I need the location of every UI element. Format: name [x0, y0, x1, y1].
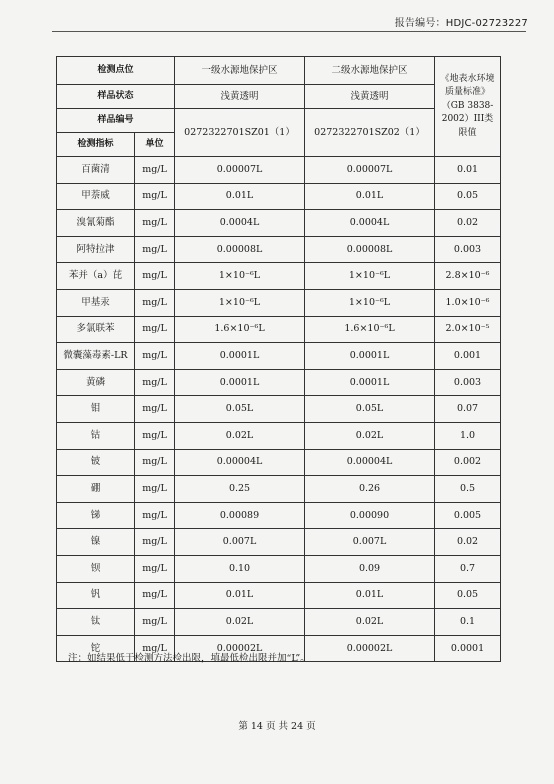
unit-label: 单位	[135, 133, 175, 157]
site1-value-cell: 0.01L	[175, 582, 305, 609]
unit-cell: mg/L	[135, 289, 175, 316]
unit-cell: mg/L	[135, 449, 175, 476]
limit-cell: 0.07	[435, 396, 501, 423]
site2-value-cell: 0.26	[305, 476, 435, 503]
unit-cell: mg/L	[135, 422, 175, 449]
unit-cell: mg/L	[135, 476, 175, 503]
site1-value-cell: 0.02L	[175, 609, 305, 636]
site2-value-cell: 0.05L	[305, 396, 435, 423]
indicator-cell: 锑	[57, 502, 135, 529]
limit-cell: 2.0×10⁻⁵	[435, 316, 501, 343]
limit-cell: 0.005	[435, 502, 501, 529]
header-row-site	[57, 57, 501, 85]
indicator-cell: 苯并（a）芘	[57, 263, 135, 290]
results-table	[56, 56, 501, 662]
unit-cell: mg/L	[135, 635, 175, 662]
id1-cell: 0272322701SZ01（1）	[175, 109, 305, 157]
site2-value-cell: 0.00007L	[305, 157, 435, 184]
state1-cell: 浅黄透明	[175, 85, 305, 109]
site2-value-cell: 0.0001L	[305, 343, 435, 370]
unit-cell: mg/L	[135, 157, 175, 184]
site1-value-cell: 0.10	[175, 555, 305, 582]
limit-cell: 0.02	[435, 529, 501, 556]
indicator-cell: 镍	[57, 529, 135, 556]
limit-cell: 2.8×10⁻⁶	[435, 263, 501, 290]
table-row	[57, 343, 501, 370]
header-row-id	[57, 109, 501, 133]
table-row	[57, 396, 501, 423]
site1-value-cell: 0.00002L	[175, 635, 305, 662]
site1-value-cell: 1×10⁻⁶L	[175, 263, 305, 290]
state2-cell: 浅黄透明	[305, 85, 435, 109]
table-row	[57, 555, 501, 582]
site1-value-cell: 0.0004L	[175, 210, 305, 237]
site1-value-cell: 0.25	[175, 476, 305, 503]
table-row	[57, 422, 501, 449]
standard-header: 《地表水环境质量标准》（GB 3838-2002）III类限值	[435, 57, 501, 157]
indicator-cell: 百菌清	[57, 157, 135, 184]
table-row	[57, 316, 501, 343]
unit-cell: mg/L	[135, 343, 175, 370]
site1-cell: 一级水源地保护区	[175, 57, 305, 85]
unit-cell: mg/L	[135, 369, 175, 396]
report-number: 报告编号：HDJC-02723227	[394, 18, 528, 29]
site1-value-cell: 0.00089	[175, 502, 305, 529]
indicator-cell: 钛	[57, 609, 135, 636]
table-row	[57, 183, 501, 210]
limit-cell: 0.1	[435, 609, 501, 636]
site1-value-cell: 0.00007L	[175, 157, 305, 184]
table-row	[57, 369, 501, 396]
unit-cell: mg/L	[135, 582, 175, 609]
unit-cell: mg/L	[135, 609, 175, 636]
table-row	[57, 289, 501, 316]
id2-cell: 0272322701SZ02（1）	[305, 109, 435, 157]
table-row	[57, 529, 501, 556]
site-label: 检测点位	[57, 57, 175, 85]
table-row	[57, 476, 501, 503]
site2-value-cell: 0.01L	[305, 183, 435, 210]
limit-cell: 0.7	[435, 555, 501, 582]
indicator-cell: 多氯联苯	[57, 316, 135, 343]
table-row	[57, 582, 501, 609]
site1-value-cell: 0.00004L	[175, 449, 305, 476]
unit-cell: mg/L	[135, 316, 175, 343]
site2-value-cell: 0.0004L	[305, 210, 435, 237]
unit-cell: mg/L	[135, 263, 175, 290]
footnote: 注：如结果低于检测方法检出限，填最低检出限并加“L”。	[68, 653, 310, 664]
site2-value-cell: 0.01L	[305, 582, 435, 609]
site2-value-cell: 0.0001L	[305, 369, 435, 396]
site2-value-cell: 1×10⁻⁶L	[305, 289, 435, 316]
site2-value-cell: 0.02L	[305, 422, 435, 449]
site1-value-cell: 1×10⁻⁶L	[175, 289, 305, 316]
unit-cell: mg/L	[135, 210, 175, 237]
indicator-cell: 钡	[57, 555, 135, 582]
site2-value-cell: 0.02L	[305, 609, 435, 636]
page-number: 第 14 页 共 24 页	[238, 721, 316, 732]
table-row	[57, 236, 501, 263]
limit-cell: 0.05	[435, 183, 501, 210]
site2-value-cell: 0.00008L	[305, 236, 435, 263]
site2-value-cell: 0.00090	[305, 502, 435, 529]
site2-value-cell: 0.00004L	[305, 449, 435, 476]
indicator-cell: 甲基汞	[57, 289, 135, 316]
id-label: 样品编号	[57, 109, 175, 133]
site1-value-cell: 0.05L	[175, 396, 305, 423]
table-row	[57, 210, 501, 237]
indicator-label: 检测指标	[57, 133, 135, 157]
indicator-cell: 阿特拉津	[57, 236, 135, 263]
indicator-cell: 硼	[57, 476, 135, 503]
site2-value-cell: 0.00002L	[305, 635, 435, 662]
limit-cell: 0.5	[435, 476, 501, 503]
site1-value-cell: 0.0001L	[175, 369, 305, 396]
limit-cell: 0.003	[435, 369, 501, 396]
indicator-cell: 甲萘威	[57, 183, 135, 210]
indicator-cell: 钒	[57, 582, 135, 609]
unit-cell: mg/L	[135, 236, 175, 263]
limit-cell: 0.0001	[435, 635, 501, 662]
indicator-cell: 钼	[57, 396, 135, 423]
indicator-cell: 溴氰菊酯	[57, 210, 135, 237]
unit-cell: mg/L	[135, 183, 175, 210]
site1-value-cell: 1.6×10⁻⁶L	[175, 316, 305, 343]
limit-cell: 0.01	[435, 157, 501, 184]
indicator-cell: 铊	[57, 635, 135, 662]
limit-cell: 0.002	[435, 449, 501, 476]
indicator-cell: 黄磷	[57, 369, 135, 396]
unit-cell: mg/L	[135, 555, 175, 582]
unit-cell: mg/L	[135, 529, 175, 556]
site1-value-cell: 0.02L	[175, 422, 305, 449]
site2-value-cell: 1×10⁻⁶L	[305, 263, 435, 290]
table-row	[57, 449, 501, 476]
site1-value-cell: 0.01L	[175, 183, 305, 210]
indicator-cell: 铍	[57, 449, 135, 476]
indicator-cell: 微囊藻毒素-LR	[57, 343, 135, 370]
indicator-cell: 钴	[57, 422, 135, 449]
limit-cell: 0.05	[435, 582, 501, 609]
limit-cell: 0.001	[435, 343, 501, 370]
limit-cell: 1.0×10⁻⁶	[435, 289, 501, 316]
limit-cell: 0.02	[435, 210, 501, 237]
table-row	[57, 502, 501, 529]
site2-value-cell: 0.09	[305, 555, 435, 582]
state-label: 样品状态	[57, 85, 175, 109]
site2-value-cell: 1.6×10⁻⁶L	[305, 316, 435, 343]
table-row	[57, 609, 501, 636]
site2-cell: 二级水源地保护区	[305, 57, 435, 85]
site1-value-cell: 0.00008L	[175, 236, 305, 263]
unit-cell: mg/L	[135, 396, 175, 423]
site1-value-cell: 0.0001L	[175, 343, 305, 370]
table-row	[57, 157, 501, 184]
site1-value-cell: 0.007L	[175, 529, 305, 556]
table-row	[57, 263, 501, 290]
limit-cell: 1.0	[435, 422, 501, 449]
header-row-state	[57, 85, 501, 109]
header-rule	[52, 31, 526, 32]
limit-cell: 0.003	[435, 236, 501, 263]
unit-cell: mg/L	[135, 502, 175, 529]
site2-value-cell: 0.007L	[305, 529, 435, 556]
